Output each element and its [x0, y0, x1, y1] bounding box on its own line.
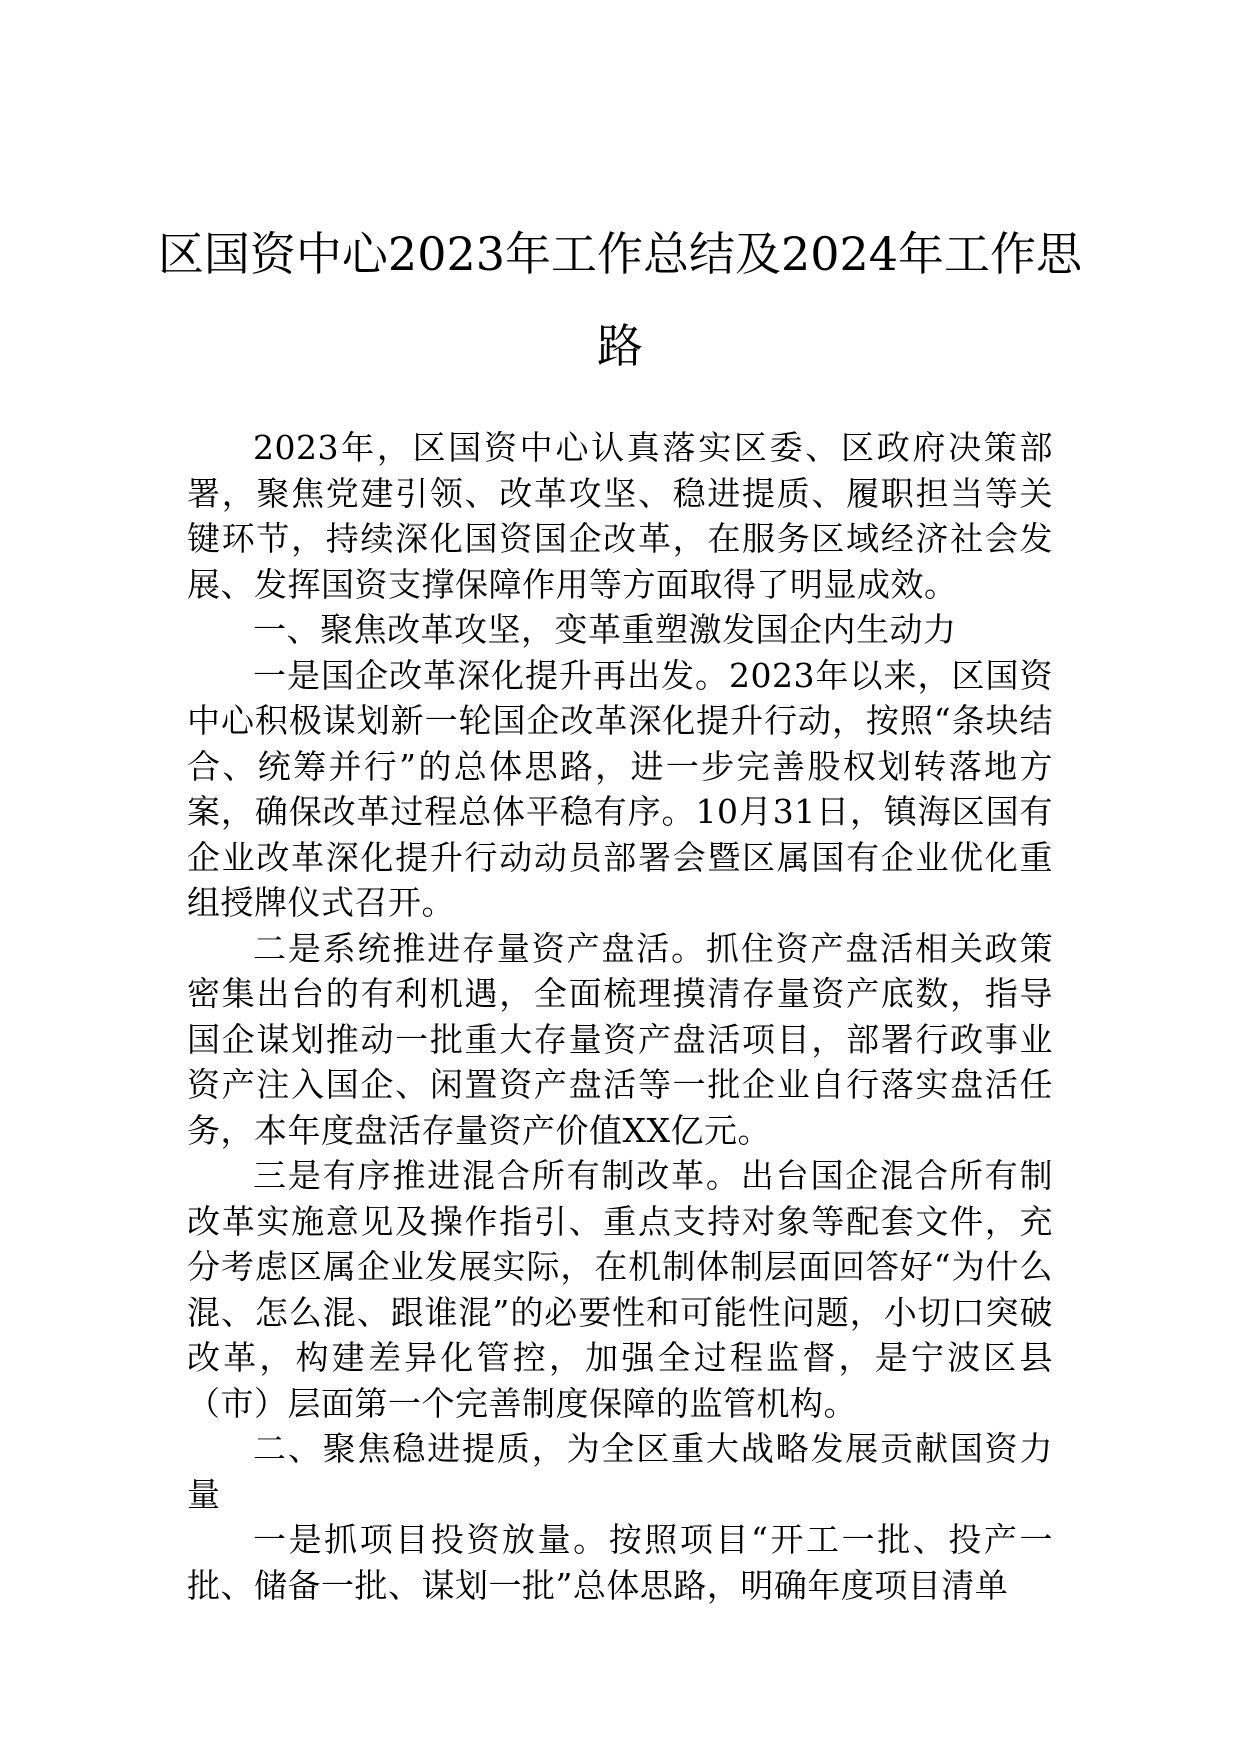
body-paragraph: 三是有序推进混合所有制改革。出台国企混合所有制改革实施意见及操作指引、重点支持对象等配套文件，充分考虑区属企业发展实际，在机制体制层面回答好“为什么混、怎么混、跟谁混”的必要性和可能性问题，小切口突破改革，构建差异化管控，加强全过程监督，是宁波区县（市）层面第一个完善制度保障的监管机构。: [187, 1156, 1053, 1423]
document-body: [187, 425, 1053, 1608]
section-heading-1: 一、聚焦改革攻坚，变革重塑激发国企内生动力: [253, 610, 957, 649]
body-paragraph: 一是抓项目投资放量。按照项目“开工一批、投产一批、储备一批、谋划一批”总体思路，明确年度项目清单: [187, 1520, 1053, 1605]
intro-paragraph: 2023年，区国资中心认真落实区委、区政府决策部署，聚焦党建引领、改革攻坚、稳进提质、履职担当等关键环节，持续深化国资国企改革，在服务区域经济社会发展、发挥国资支撑保障作用等方面取得了明显成效。: [187, 428, 1053, 604]
body-paragraph: 一是国企改革深化提升再出发。2023年以来，区国资中心积极谋划新一轮国企改革深化提升行动，按照“条块结合、统筹并行”的总体思路，进一步完善股权划转落地方案，确保改革过程总体平稳有序。10月31日，镇海区国有企业改革深化提升行动动员部署会暨区属国有企业优化重组授牌仪式召开。: [187, 655, 1053, 922]
section-heading-2: 二、聚焦稳进提质，为全区重大战略发展贡献国资力量: [187, 1429, 1053, 1514]
document-title: 区国资中心2023年工作总结及2024年工作思路: [157, 227, 1083, 373]
body-paragraph: 二是系统推进存量资产盘活。抓住资产盘活相关政策密集出台的有利机遇，全面梳理摸清存量资产底数，指导国企谋划推动一批重大存量资产盘活项目，部署行政事业资产注入国企、闲置资产盘活等一批企业自行落实盘活任务，本年度盘活存量资产价值XX亿元。: [187, 928, 1053, 1150]
